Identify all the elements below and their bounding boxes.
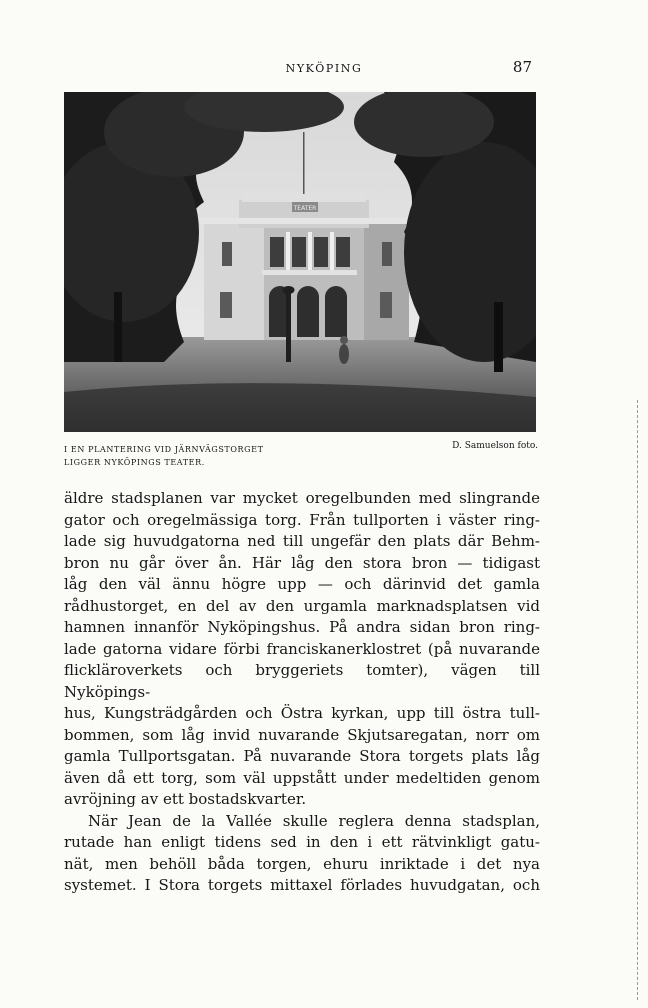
theater-sign: TEATER — [293, 205, 317, 212]
page-number: 87 — [512, 58, 532, 76]
photo-caption — [64, 443, 320, 469]
paragraph-1 — [64, 488, 540, 811]
body-text — [64, 488, 540, 897]
photo-credit: D. Samuelson foto. — [452, 441, 538, 451]
text-line: äldre stadsplanen var mycket oregelbunden med slingrande — [64, 489, 540, 507]
running-head: NYKÖPING — [285, 62, 363, 75]
text-line: lade gatorna vidare förbi franciskanerklostret (på nuvarande — [64, 639, 540, 658]
text-line: även då ett torg, som väl uppstått under medeltiden genom — [64, 768, 540, 787]
text-line: flickläroverkets och bryggeriets tomter), vägen till Nyköpings- — [64, 661, 540, 701]
text-line: nät, men behöll båda torgen, ehuru inriktade i det nya — [64, 854, 540, 873]
text-line: rutade han enligt tidens sed in den i ett rätvinkligt gatu- — [64, 833, 540, 851]
text-line: bommen, som låg invid nuvarande Skjutsaregatan, norr om — [64, 725, 540, 744]
caption-line: I EN PLANTERING VID JÄRNVÄGSTORGET — [64, 445, 264, 454]
caption-line: LIGGER NYKÖPINGS TEATER. — [64, 458, 205, 467]
text-line: avröjning av ett bostadskvarter. — [64, 790, 307, 808]
text-line: hus, Kungsträdgården och Östra kyrkan, upp till östra tull- — [64, 704, 540, 722]
text-line: rådhustorget, en del av den urgamla marknadsplatsen vid — [64, 596, 540, 615]
text-line: bron nu går över ån. Här låg den stora bron — tidigast — [64, 553, 540, 572]
paragraph-2 — [64, 811, 540, 897]
text-line: gamla Tullportsgatan. På nuvarande Stora torgets plats låg — [64, 747, 540, 765]
text-line: gator och oregelmässiga torg. Från tullporten i väster ring- — [64, 510, 540, 529]
text-line: systemet. I Stora torgets mittaxel förlades huvudgatan, och — [64, 876, 540, 894]
text-line: lade sig huvudgatorna ned till ungefär den plats där Behm- — [64, 532, 540, 550]
text-line: hamnen innanför Nyköpingshus. På andra sidan bron ring- — [64, 618, 540, 636]
page-edge — [636, 400, 638, 1000]
theater-photo — [64, 92, 536, 432]
text-line: När Jean de la Vallée skulle reglera denna stadsplan, — [88, 811, 540, 830]
text-line: låg den väl ännu högre upp — och därinvid det gamla — [64, 575, 540, 593]
